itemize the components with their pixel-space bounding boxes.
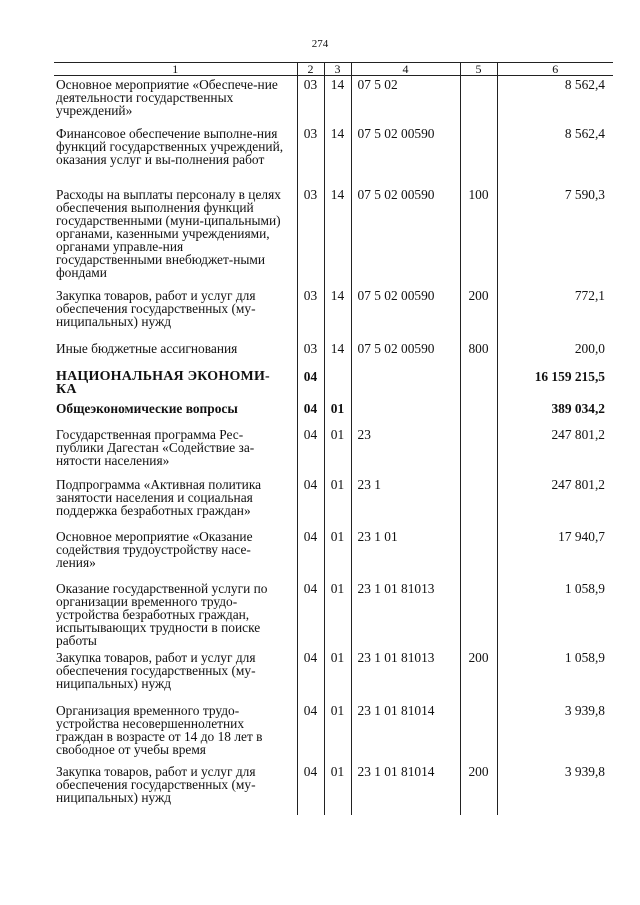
row-name: Иные бюджетные ассигнования xyxy=(56,340,238,356)
row-section: 04 xyxy=(297,649,324,702)
table-row xyxy=(54,528,613,580)
row-section: 04 xyxy=(297,528,324,580)
row-target-article: 23 1 01 81013 xyxy=(351,649,460,702)
col-header-subsection: 3 xyxy=(324,63,351,76)
row-target-article: 07 5 02 00590 xyxy=(351,287,460,340)
row-subsection xyxy=(324,368,351,400)
row-amount: 200,0 xyxy=(497,340,613,368)
row-target-article xyxy=(351,368,460,400)
row-subsection: 01 xyxy=(324,763,351,815)
table-row xyxy=(54,400,613,426)
row-name: Подпрограмма «Активная политика занятости населения и социальная поддержка безработных граждан» xyxy=(56,476,262,518)
row-section: 04 xyxy=(297,580,324,649)
row-amount: 3 939,8 xyxy=(497,763,613,815)
row-expense-type: 200 xyxy=(460,649,497,702)
row-expense-type xyxy=(460,76,497,125)
row-target-article: 07 5 02 00590 xyxy=(351,186,460,287)
table-row xyxy=(54,426,613,476)
budget-table xyxy=(54,62,613,815)
row-target-article: 23 1 xyxy=(351,476,460,528)
row-section: 03 xyxy=(297,186,324,287)
table-row xyxy=(54,76,613,125)
row-target-article: 23 xyxy=(351,426,460,476)
row-name: Закупка товаров, работ и услуг для обеспечения государственных (му-ниципальных) нужд xyxy=(56,763,256,805)
row-name: НАЦИОНАЛЬНАЯ ЭКОНОМИ-КА xyxy=(56,368,270,397)
row-amount: 1 058,9 xyxy=(497,649,613,702)
row-expense-type xyxy=(460,580,497,649)
row-section: 03 xyxy=(297,76,324,125)
row-expense-type xyxy=(460,368,497,400)
row-expense-type xyxy=(460,125,497,186)
col-header-expense-type: 5 xyxy=(460,63,497,76)
table-body xyxy=(54,76,613,815)
row-name: Организация временного трудо-устройства несовершеннолетних граждан в возрасте от 14 до 18 лет в свободное от учебы время xyxy=(56,702,263,757)
row-amount: 1 058,9 xyxy=(497,580,613,649)
row-section: 04 xyxy=(297,426,324,476)
table-row xyxy=(54,287,613,340)
table-row xyxy=(54,125,613,186)
row-section: 04 xyxy=(297,763,324,815)
table-row xyxy=(54,702,613,763)
row-expense-type xyxy=(460,426,497,476)
row-name: Государственная программа Рес-публики Дагестан «Содействие за-нятости населения» xyxy=(56,426,255,468)
row-expense-type xyxy=(460,528,497,580)
row-expense-type xyxy=(460,476,497,528)
row-section: 04 xyxy=(297,702,324,763)
row-section: 04 xyxy=(297,368,324,400)
col-header-section: 2 xyxy=(297,63,324,76)
row-section: 03 xyxy=(297,125,324,186)
col-header-target-article: 4 xyxy=(351,63,460,76)
row-name: Общеэкономические вопросы xyxy=(56,400,238,416)
row-amount: 3 939,8 xyxy=(497,702,613,763)
row-amount: 247 801,2 xyxy=(497,426,613,476)
row-name: Финансовое обеспечение выполне-ния функций государственных учреждений, оказания услуг и вы-полнения работ xyxy=(56,125,284,167)
row-name: Основное мероприятие «Обеспече-ние деятельности государственных учреждений» xyxy=(56,77,278,118)
row-name: Закупка товаров, работ и услуг для обеспечения государственных (му-ниципальных) нужд xyxy=(56,287,256,329)
row-expense-type: 100 xyxy=(460,186,497,287)
page-number: 274 xyxy=(311,38,329,50)
row-subsection: 01 xyxy=(324,649,351,702)
column-number-header xyxy=(54,63,613,76)
row-expense-type: 200 xyxy=(460,287,497,340)
row-subsection: 14 xyxy=(324,186,351,287)
row-section: 04 xyxy=(297,400,324,426)
row-subsection: 01 xyxy=(324,702,351,763)
row-name: Оказание государственной услуги по организации временного трудо-устройства безработных граждан, испытывающих трудности в поиске работы xyxy=(56,580,268,648)
row-subsection: 14 xyxy=(324,287,351,340)
row-subsection: 01 xyxy=(324,400,351,426)
table-row xyxy=(54,763,613,815)
row-target-article xyxy=(351,400,460,426)
col-header-amount: 6 xyxy=(497,63,613,76)
row-expense-type: 800 xyxy=(460,340,497,368)
row-amount: 17 940,7 xyxy=(497,528,613,580)
row-amount: 8 562,4 xyxy=(497,76,613,125)
row-subsection: 01 xyxy=(324,426,351,476)
table-row xyxy=(54,186,613,287)
row-amount: 772,1 xyxy=(497,287,613,340)
col-header-name: 1 xyxy=(54,63,297,76)
table-row xyxy=(54,649,613,702)
row-subsection: 01 xyxy=(324,580,351,649)
row-expense-type: 200 xyxy=(460,763,497,815)
row-amount: 389 034,2 xyxy=(497,400,613,426)
row-section: 03 xyxy=(297,340,324,368)
row-name: Закупка товаров, работ и услуг для обеспечения государственных (му-ниципальных) нужд xyxy=(56,649,256,691)
row-subsection: 14 xyxy=(324,76,351,125)
table-row xyxy=(54,580,613,649)
row-target-article: 07 5 02 xyxy=(351,76,460,125)
row-target-article: 07 5 02 00590 xyxy=(351,340,460,368)
table-row xyxy=(54,368,613,400)
row-target-article: 23 1 01 81014 xyxy=(351,763,460,815)
row-subsection: 01 xyxy=(324,476,351,528)
row-amount: 16 159 215,5 xyxy=(497,368,613,400)
row-target-article: 07 5 02 00590 xyxy=(351,125,460,186)
row-amount: 8 562,4 xyxy=(497,125,613,186)
row-amount: 247 801,2 xyxy=(497,476,613,528)
row-section: 03 xyxy=(297,287,324,340)
row-target-article: 23 1 01 81013 xyxy=(351,580,460,649)
row-target-article: 23 1 01 81014 xyxy=(351,702,460,763)
row-name: Расходы на выплаты персоналу в целях обеспечения выполнения функций государственными (муни-ципальными) органами, казенными учреждениями, органами управле-ния государственными внебюджет-ными фондами xyxy=(56,186,281,280)
row-expense-type xyxy=(460,702,497,763)
row-amount: 7 590,3 xyxy=(497,186,613,287)
row-subsection: 14 xyxy=(324,125,351,186)
row-subsection: 01 xyxy=(324,528,351,580)
row-subsection: 14 xyxy=(324,340,351,368)
row-name: Основное мероприятие «Оказание содействия трудоустройству насе-ления» xyxy=(56,528,253,570)
table-row xyxy=(54,476,613,528)
row-section: 04 xyxy=(297,476,324,528)
row-target-article: 23 1 01 xyxy=(351,528,460,580)
row-expense-type xyxy=(460,400,497,426)
table-row xyxy=(54,340,613,368)
